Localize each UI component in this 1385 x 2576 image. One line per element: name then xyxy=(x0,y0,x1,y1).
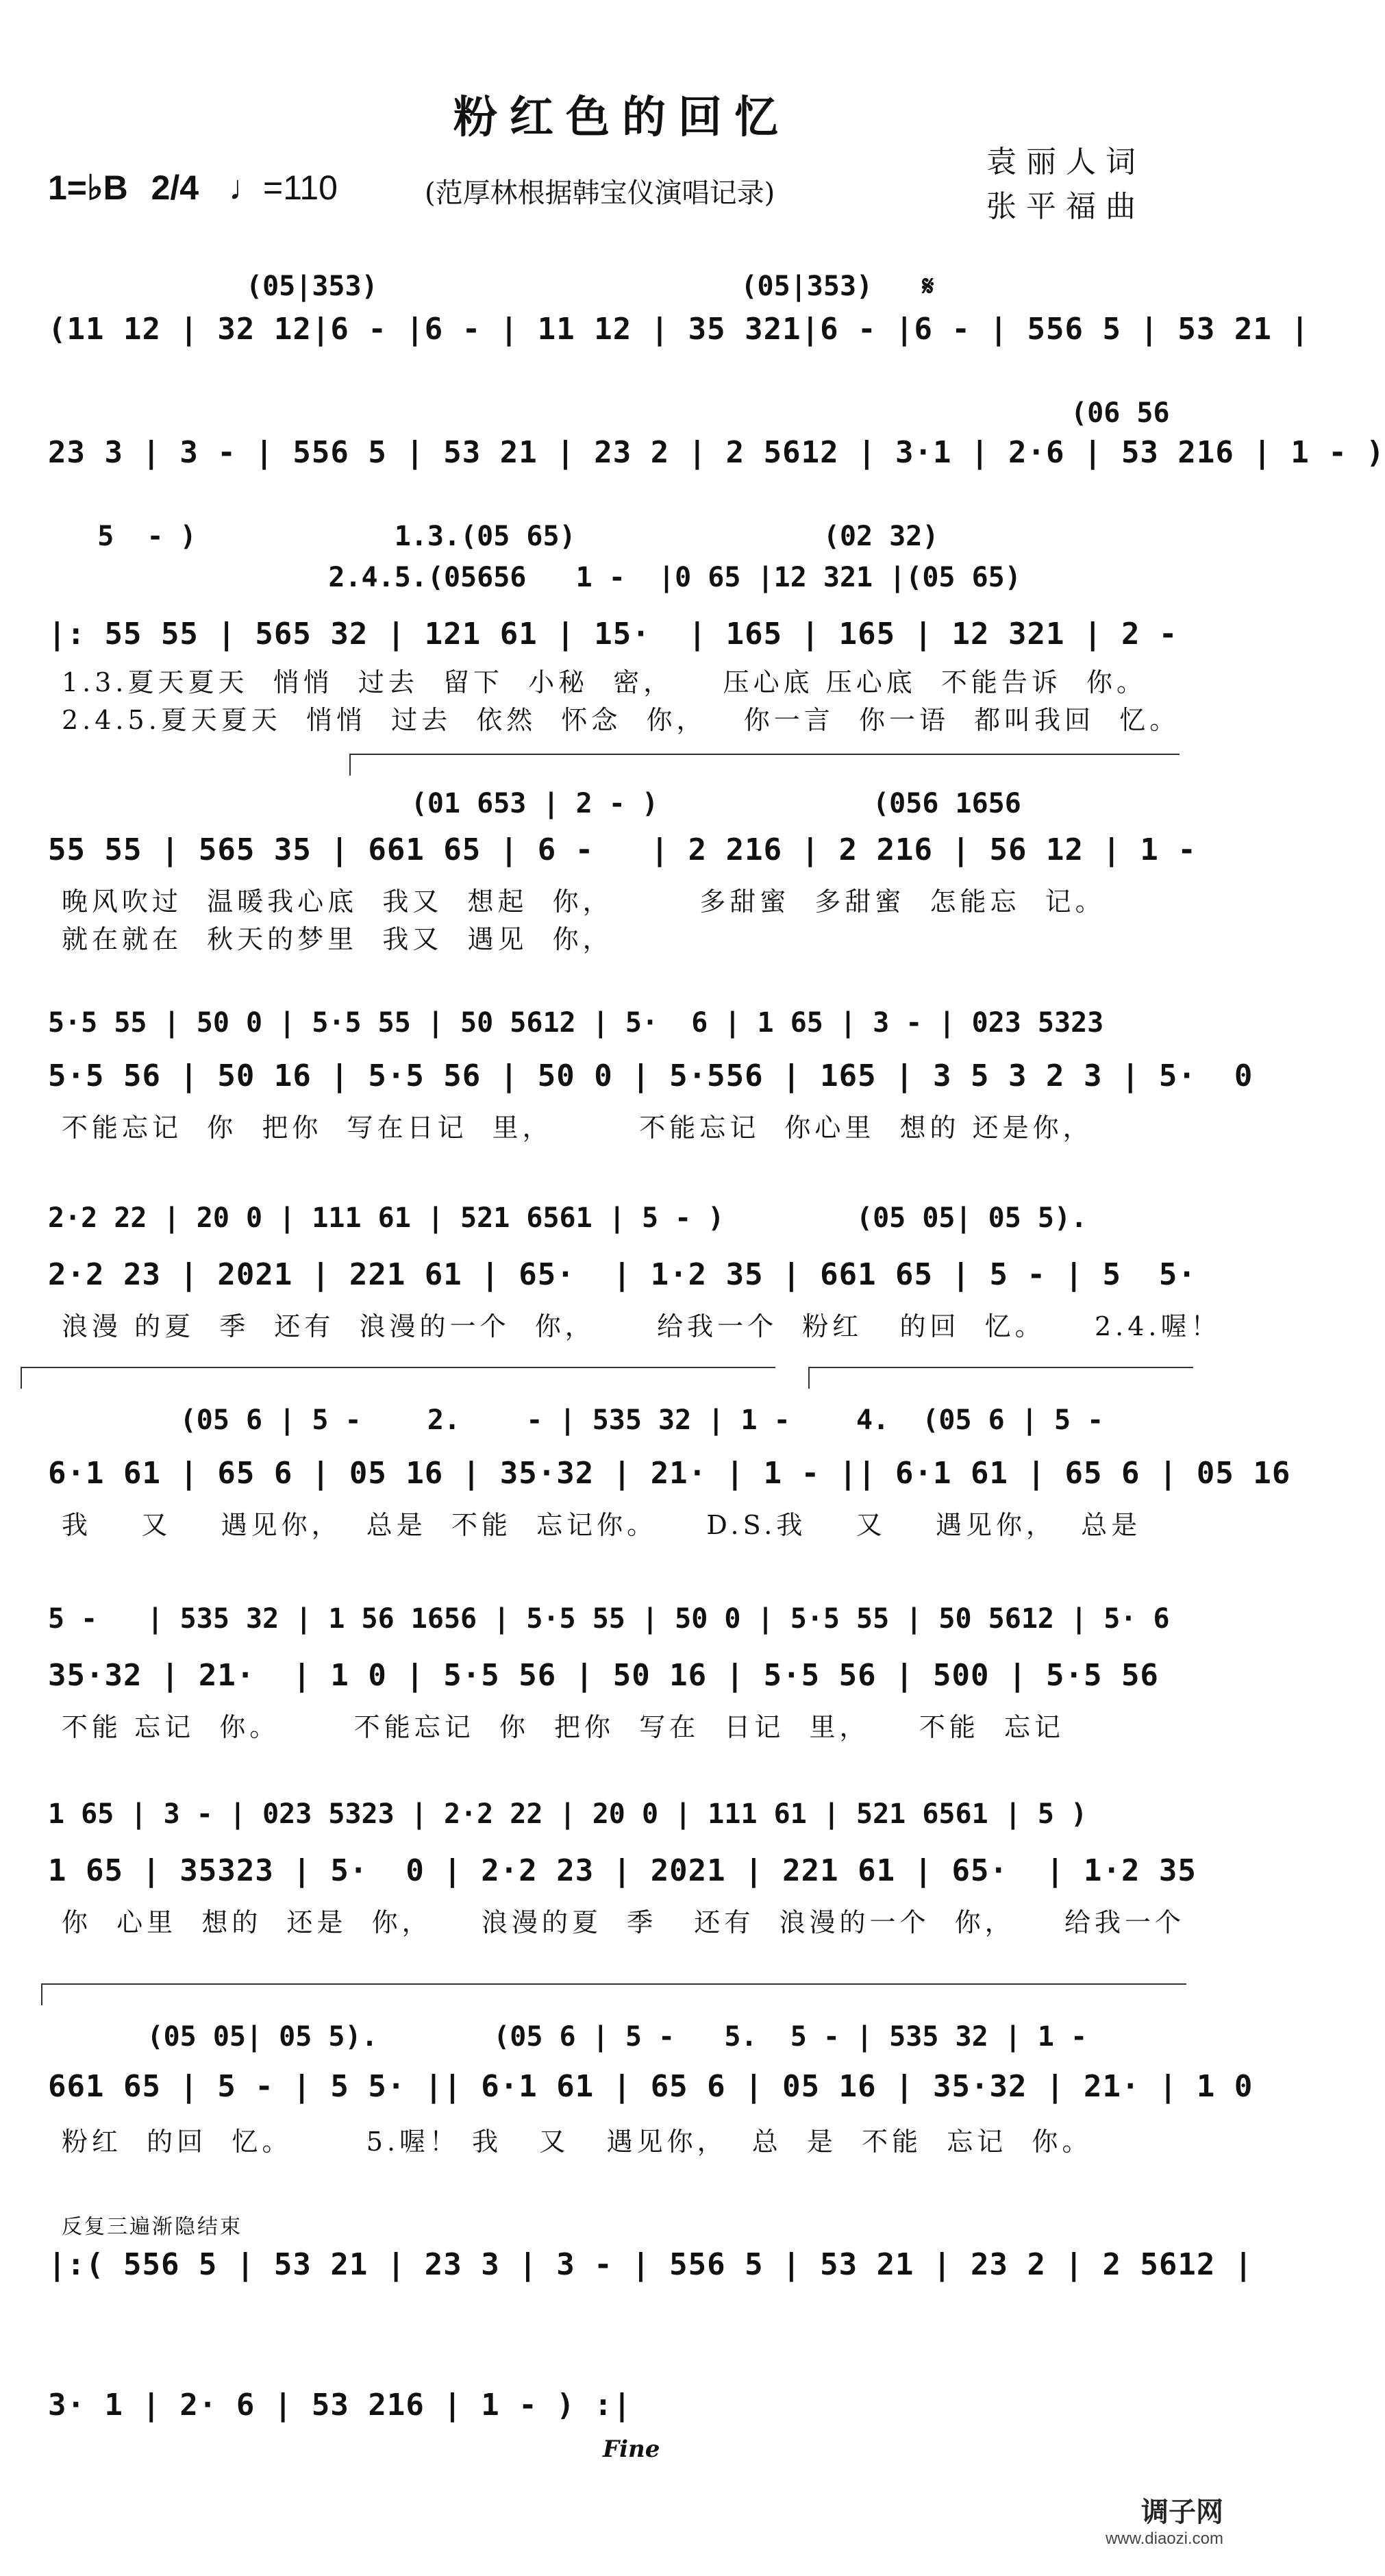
score-row-8-upper: 5 - | 535 32 | 1 56 1656 | 5·5 55 | 50 0 | 5·5 55 | 50 5612 | 5· 6 xyxy=(48,1603,1170,1635)
score-row-6-lyric: 浪漫 的夏 季 还有 浪漫的一个 你， 给我一个 粉红 的回 忆。 2.4.喔！ xyxy=(62,1311,1221,1341)
watermark-name: 调子网 xyxy=(1141,2497,1223,2527)
score-row-4-lyric-2: 就在就在 秋天的梦里 我又 遇见 你， xyxy=(62,924,613,954)
score-row-9-lyric: 你 心里 想的 还是 你， 浪漫的夏 季 还有 浪漫的一个 你， 给我一个 xyxy=(62,1907,1185,1937)
score-row-1-upper: (05|353) (05|353) 𝄋 xyxy=(48,271,934,302)
score-row-7-lyric: 我 又 遇见你， 总是 不能 忘记你。 D.S.我 又 遇见你， 总是 xyxy=(62,1510,1142,1540)
score-row-3-upper: 5 - ) 1.3.(05 65) (02 32) xyxy=(48,521,939,552)
time-signature: 2/4 xyxy=(151,169,199,207)
score-row-6-notes: 2·2 23 | 2021 | 221 61 | 65· | 1·2 35 | 661 65 | 5 - | 5 5· xyxy=(48,1257,1197,1292)
song-title: 粉红色的回忆 xyxy=(453,92,790,143)
score-row-3-lyric-1: 1.3.夏天夏天 悄悄 过去 留下 小秘 密， 压心底 压心底 不能告诉 你。 xyxy=(62,667,1147,697)
score-row-9-upper: 1 65 | 3 - | 023 5323 | 2·2 22 | 20 0 | 111 61 | 521 6561 | 5 ) xyxy=(48,1798,1088,1830)
score-row-4-notes: 55 55 | 565 35 | 661 65 | 6 - | 2 216 | 2 216 | 56 12 | 1 - xyxy=(48,832,1197,867)
score-row-10-lyric: 粉红 的回 忆。 5.喔！ 我 又 遇见你， 总 是 不能 忘记 你。 xyxy=(62,2127,1093,2157)
score-row-2-upper: (06 56 xyxy=(48,397,1170,429)
score-row-3-lyric-2: 2.4.5.夏天夏天 悄悄 过去 依然 怀念 你， 你一言 你一语 都叫我回 忆。 xyxy=(62,705,1180,735)
score-row-7-upper: (05 6 | 5 - 2. - | 535 32 | 1 - 4. (05 6 | 5 - xyxy=(48,1404,1104,1436)
score-row-8-lyric: 不能 忘记 你。 不能忘记 你 把你 写在 日记 里， 不能 忘记 xyxy=(62,1712,1064,1742)
score-row-10-notes: 661 65 | 5 - | 5 5· || 6·1 61 | 65 6 | 05 16 | 35·32 | 21· | 1 0 xyxy=(48,2069,1253,2104)
lyricist-credit: 袁丽人词 xyxy=(986,145,1145,179)
score-row-5-notes: 5·5 56 | 50 16 | 5·5 56 | 50 0 | 5·556 | 165 | 3 5 3 2 3 | 5· 0 xyxy=(48,1058,1253,1093)
score-row-6-upper: 2·2 22 | 20 0 | 111 61 | 521 6561 | 5 - ) (05 05| 05 5). xyxy=(48,1202,1088,1234)
key: 1=♭B xyxy=(48,169,128,207)
score-row-4-upper: (01 653 | 2 - ) (056 1656 xyxy=(48,788,1021,819)
score-row-3-notes: |: 55 55 | 565 32 | 121 61 | 15· | 165 | 165 | 12 321 | 2 - xyxy=(48,617,1178,652)
score-row-9-notes: 1 65 | 35323 | 5· 0 | 2·2 23 | 2021 | 221 61 | 65· | 1·2 35 xyxy=(48,1853,1197,1888)
volta-bracket-2 xyxy=(21,1367,775,1389)
fine-mark: Fine xyxy=(603,2436,660,2463)
transcription-note: (范厚林根据韩宝仪演唱记录) xyxy=(425,177,775,209)
volta-bracket xyxy=(349,754,1180,776)
score-row-8-notes: 35·32 | 21· | 1 0 | 5·5 56 | 50 16 | 5·5 56 | 500 | 5·5 56 xyxy=(48,1658,1159,1693)
score-row-5-lyric: 不能忘记 你 把你 写在日记 里， 不能忘记 你心里 想的 还是你， xyxy=(62,1113,1093,1143)
key-signature xyxy=(48,168,338,208)
score-row-2-notes: 23 3 | 3 - | 556 5 | 53 21 | 23 2 | 2 5612 | 3·1 | 2·6 | 53 216 | 1 - ) xyxy=(48,435,1385,470)
composer-credit: 张平福曲 xyxy=(986,189,1145,224)
volta-bracket-4 xyxy=(808,1367,1193,1389)
score-row-10-upper: (05 05| 05 5). (05 6 | 5 - 5. 5 - | 535 32 | 1 - xyxy=(48,2021,1088,2053)
repeat-instruction: 反复三遍渐隐结束 xyxy=(62,2215,242,2239)
score-row-7-notes: 6·1 61 | 65 6 | 05 16 | 35·32 | 21· | 1 - || 6·1 61 | 65 6 | 05 16 xyxy=(48,1456,1291,1491)
score-row-12-notes: 3· 1 | 2· 6 | 53 216 | 1 - ) :| xyxy=(48,2388,632,2423)
score-row-4-lyric-1: 晚风吹过 温暖我心底 我又 想起 你， 多甜蜜 多甜蜜 怎能忘 记。 xyxy=(62,887,1106,917)
score-row-5-upper: 5·5 55 | 50 0 | 5·5 55 | 50 5612 | 5· 6 | 1 65 | 3 - | 023 5323 xyxy=(48,1007,1104,1039)
score-row-3-upper-alt: 2.4.5.(05656 1 - |0 65 |12 321 |(05 65) xyxy=(48,562,1021,593)
tempo: ♩=110 xyxy=(229,169,338,207)
score-row-11-notes: |:( 556 5 | 53 21 | 23 3 | 3 - | 556 5 | 53 21 | 23 2 | 2 5612 | xyxy=(48,2247,1253,2282)
watermark-url: www.diaozi.com xyxy=(1105,2529,1223,2548)
score-row-1-notes: (11 12 | 32 12|6 - |6 - | 11 12 | 35 321|6 - |6 - | 556 5 | 53 21 | xyxy=(48,312,1310,347)
site-watermark xyxy=(1106,2490,1223,2549)
volta-bracket-5 xyxy=(41,1983,1186,2005)
